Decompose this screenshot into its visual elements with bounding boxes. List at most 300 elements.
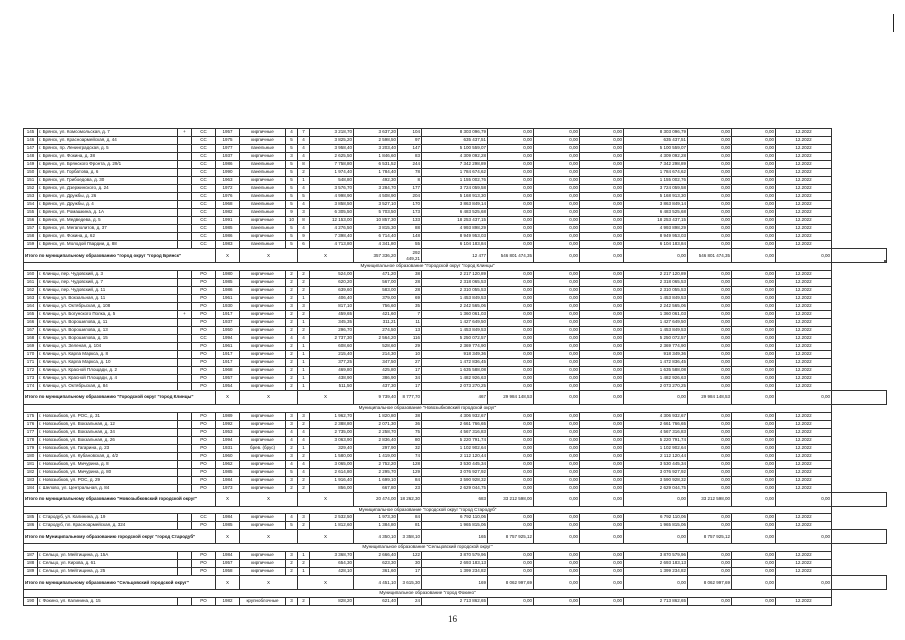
fund-cell: 0,00 bbox=[534, 153, 580, 161]
fund-cell: 0,00 bbox=[732, 366, 776, 374]
cost-total-cell: 2 693 183,13 bbox=[624, 560, 688, 568]
wall-material-cell: кирпичные bbox=[240, 334, 286, 342]
living-area-cell: 5 703,50 bbox=[354, 209, 398, 217]
total-row bbox=[24, 249, 887, 263]
fund-cell: 0,00 bbox=[534, 137, 580, 145]
living-area-cell: 6 714,40 bbox=[354, 233, 398, 241]
year-cell: 1985 bbox=[216, 225, 240, 233]
cost-cell: 2 661 766,65 bbox=[422, 420, 488, 428]
cost-total-cell: 5 220 791,74 bbox=[624, 436, 688, 444]
year-cell: 1985 bbox=[216, 522, 240, 530]
cost-total-cell: 1 784 674,62 bbox=[624, 169, 688, 177]
residents-cell: 84 bbox=[398, 476, 422, 484]
fund-cell: 0,00 bbox=[488, 278, 534, 286]
residents-cell: 177 bbox=[398, 185, 422, 193]
cost-total-cell: 4 306 932,67 bbox=[624, 412, 688, 420]
total-fund: 0,00 bbox=[534, 576, 580, 590]
address-cell: г. Брянск, пр. Ленинградская, д. 5 bbox=[38, 145, 178, 153]
table-row bbox=[24, 597, 887, 605]
cost-total-cell: 1 427 649,50 bbox=[624, 318, 688, 326]
cost-cell: 2 112 120,44 bbox=[422, 452, 488, 460]
year-cell: 1982 bbox=[216, 597, 240, 605]
address-cell: г. Новозыбков, ул. РОС, д. 29 bbox=[38, 476, 178, 484]
fund-cell: 0,00 bbox=[534, 522, 580, 530]
row-number-cell: 172 bbox=[24, 366, 38, 374]
cost-cell: 8 303 096,79 bbox=[422, 129, 488, 137]
fund-cell: 0,00 bbox=[732, 476, 776, 484]
type-code-cell: PO bbox=[192, 444, 216, 452]
living-area-cell: 4 508,90 bbox=[354, 193, 398, 201]
type-code-cell: PO bbox=[192, 484, 216, 492]
total-cost-2: 8 757 925,12 bbox=[688, 530, 732, 544]
row-number-cell: 174 bbox=[24, 382, 38, 390]
table-row bbox=[24, 476, 887, 484]
fund-cell: 0,00 bbox=[534, 233, 580, 241]
type-code-cell: PO bbox=[192, 382, 216, 390]
type-code-cell: PO bbox=[192, 476, 216, 484]
date-cell: 12.2022 bbox=[776, 420, 832, 428]
total-residents: 12 477 bbox=[422, 249, 488, 263]
mark-cell bbox=[178, 436, 192, 444]
date-cell: 12.2022 bbox=[776, 201, 832, 209]
wall-material-cell: кирпичные bbox=[240, 350, 286, 358]
type-code-cell: PO bbox=[192, 318, 216, 326]
wall-material-cell: брев. (брус) bbox=[240, 444, 286, 452]
entrances-cell: 1 bbox=[298, 552, 310, 560]
row-number-cell: 168 bbox=[24, 334, 38, 342]
type-code-cell: PO bbox=[192, 428, 216, 436]
date-cell: 12.2022 bbox=[776, 444, 832, 452]
row-number-cell: 180 bbox=[24, 452, 38, 460]
fund-cell: 0,00 bbox=[688, 217, 732, 225]
date-cell: 12.2022 bbox=[776, 241, 832, 249]
row-number-cell: 176 bbox=[24, 420, 38, 428]
fund-cell: 0,00 bbox=[488, 436, 534, 444]
table-row bbox=[24, 241, 887, 249]
living-area-cell: 621,40 bbox=[354, 597, 398, 605]
cost-total-cell: 2 217 120,89 bbox=[624, 270, 688, 278]
cost-total-cell: 1 399 234,82 bbox=[624, 568, 688, 576]
x-marker: X bbox=[240, 249, 298, 263]
floors-cell: 5 bbox=[286, 522, 298, 530]
address-cell: г. Клинцы, пер. Чудовский, д. 11 bbox=[38, 286, 178, 294]
type-code-cell: CC bbox=[192, 169, 216, 177]
area-cell: 2 625,50 bbox=[310, 153, 354, 161]
section-header-row bbox=[24, 590, 887, 598]
fund-cell: 0,00 bbox=[732, 428, 776, 436]
address-cell: г. Новозыбков, ул. Вокзальная, д. 34 bbox=[38, 428, 178, 436]
table-row bbox=[24, 225, 887, 233]
total-residents: 169 bbox=[422, 576, 488, 590]
wall-material-cell: кирпичные bbox=[240, 568, 286, 576]
date-cell: 12.2022 bbox=[776, 129, 832, 137]
cost-total-cell: 3 590 928,32 bbox=[624, 476, 688, 484]
fund-cell: 0,00 bbox=[580, 358, 624, 366]
total-label: Итого по Муниципальному образованию городской округ "город Стародуб" bbox=[24, 530, 216, 544]
residents-cell: 148 bbox=[398, 233, 422, 241]
fund-cell: 0,00 bbox=[488, 241, 534, 249]
fund-cell: 0,00 bbox=[488, 420, 534, 428]
living-area-cell: 471,20 bbox=[354, 270, 398, 278]
mark-cell bbox=[178, 382, 192, 390]
entrances-cell: 4 bbox=[298, 225, 310, 233]
area-cell: 524,00 bbox=[310, 270, 354, 278]
wall-material-cell: кирпичные bbox=[240, 366, 286, 374]
fund-cell: 0,00 bbox=[580, 169, 624, 177]
total-fund: 0,00 bbox=[580, 492, 624, 506]
total-cost-2: 8 062 997,69 bbox=[688, 576, 732, 590]
row-number-cell: 150 bbox=[24, 169, 38, 177]
x-marker: X bbox=[298, 576, 354, 590]
fund-cell: 0,00 bbox=[534, 412, 580, 420]
floors-cell: 2 bbox=[286, 560, 298, 568]
total-fund: 0,00 bbox=[732, 492, 776, 506]
total-living-area: 18 262,30 bbox=[398, 492, 422, 506]
fund-cell: 0,00 bbox=[488, 161, 534, 169]
wall-material-cell: панельные bbox=[240, 161, 286, 169]
entrances-cell: 1 bbox=[298, 294, 310, 302]
table-row bbox=[24, 193, 887, 201]
wall-material-cell: кирпичные bbox=[240, 342, 286, 350]
wall-material-cell: кирпичные bbox=[240, 460, 286, 468]
cost-cell: 3 530 445,34 bbox=[422, 460, 488, 468]
floors-cell: 5 bbox=[286, 468, 298, 476]
fund-cell: 0,00 bbox=[488, 597, 534, 605]
entrances-cell: 1 bbox=[298, 318, 310, 326]
entrances-cell: 2 bbox=[298, 476, 310, 484]
cost-cell: 5 220 791,74 bbox=[422, 436, 488, 444]
mark-cell bbox=[178, 318, 192, 326]
type-code-cell: PO bbox=[192, 366, 216, 374]
row-number-cell: 163 bbox=[24, 294, 38, 302]
wall-material-cell: кирпичные bbox=[240, 522, 286, 530]
total-living-area: 8 777,70 bbox=[398, 390, 422, 404]
fund-cell: 0,00 bbox=[488, 302, 534, 310]
cost-cell: 7 342 298,89 bbox=[422, 161, 488, 169]
date-cell: 12.2022 bbox=[776, 560, 832, 568]
date-cell: 12.2022 bbox=[776, 382, 832, 390]
area-cell: 406,40 bbox=[310, 294, 354, 302]
fund-cell: 0,00 bbox=[732, 358, 776, 366]
table-body bbox=[24, 129, 887, 606]
table-row bbox=[24, 201, 887, 209]
fund-cell: 0,00 bbox=[534, 350, 580, 358]
entrances-cell: 9 bbox=[298, 233, 310, 241]
floors-cell: 3 bbox=[286, 412, 298, 420]
entrances-cell: 1 bbox=[298, 350, 310, 358]
address-cell: г. Брянск, ул. Молодой Гвардии, д. 88 bbox=[38, 241, 178, 249]
cost-cell: 8 949 953,03 bbox=[422, 233, 488, 241]
cost-cell: 18 253 437,15 bbox=[422, 217, 488, 225]
fund-cell: 0,00 bbox=[732, 145, 776, 153]
living-area-cell: 2 598,50 bbox=[354, 137, 398, 145]
floors-cell: 10 bbox=[286, 217, 298, 225]
fund-cell: 0,00 bbox=[688, 286, 732, 294]
living-area-cell: 623,30 bbox=[354, 560, 398, 568]
date-cell: 12.2022 bbox=[776, 552, 832, 560]
mark-cell bbox=[178, 241, 192, 249]
row-number-cell: 149 bbox=[24, 161, 38, 169]
table-row bbox=[24, 522, 887, 530]
floors-cell: 2 bbox=[286, 358, 298, 366]
fund-cell: 0,00 bbox=[732, 129, 776, 137]
residents-cell: 29 bbox=[398, 342, 422, 350]
date-cell: 12.2022 bbox=[776, 358, 832, 366]
table-row bbox=[24, 342, 887, 350]
fund-cell: 0,00 bbox=[732, 286, 776, 294]
residents-cell: 104 bbox=[398, 129, 422, 137]
cost-total-cell: 2 661 766,65 bbox=[624, 420, 688, 428]
row-number-cell: 160 bbox=[24, 270, 38, 278]
living-area-cell: 1 846,60 bbox=[354, 153, 398, 161]
area-cell: 2 532,50 bbox=[310, 514, 354, 522]
type-code-cell: PO bbox=[192, 420, 216, 428]
wall-material-cell: кирпичные bbox=[240, 382, 286, 390]
mark-cell bbox=[178, 201, 192, 209]
total-fund: 0,00 bbox=[534, 530, 580, 544]
fund-cell: 0,00 bbox=[488, 145, 534, 153]
cost-total-cell: 3 870 579,96 bbox=[624, 552, 688, 560]
fund-cell: 0,00 bbox=[732, 161, 776, 169]
total-residents: 165 bbox=[422, 530, 488, 544]
x-marker: X bbox=[298, 492, 354, 506]
cost-total-cell: 4 993 898,29 bbox=[624, 225, 688, 233]
cost-cell: 4 306 932,67 bbox=[422, 412, 488, 420]
cost-total-cell: 18 253 437,15 bbox=[624, 217, 688, 225]
residents-cell: 38 bbox=[398, 270, 422, 278]
type-code-cell: PO bbox=[192, 374, 216, 382]
cost-cell: 5 250 072,57 bbox=[422, 334, 488, 342]
fund-cell: 0,00 bbox=[488, 444, 534, 452]
fund-cell: 0,00 bbox=[580, 412, 624, 420]
floors-cell: 4 bbox=[286, 129, 298, 137]
wall-material-cell: панельные bbox=[240, 169, 286, 177]
living-area-cell: 1 820,80 bbox=[354, 412, 398, 420]
total-fund: 0,00 bbox=[534, 249, 580, 263]
fund-cell: 0,00 bbox=[534, 185, 580, 193]
fund-cell: 0,00 bbox=[732, 177, 776, 185]
residents-cell: 17 bbox=[398, 382, 422, 390]
date-cell: 12.2022 bbox=[776, 233, 832, 241]
cost-cell: 4 567 316,83 bbox=[422, 428, 488, 436]
fund-cell: 0,00 bbox=[732, 193, 776, 201]
cost-total-cell: 1 965 815,06 bbox=[624, 522, 688, 530]
cost-cell: 1 635 588,08 bbox=[422, 366, 488, 374]
fund-cell: 0,00 bbox=[688, 185, 732, 193]
cost-total-cell: 1 635 588,08 bbox=[624, 366, 688, 374]
cost-cell: 1 965 815,06 bbox=[422, 522, 488, 530]
cost-total-cell: 8 949 953,03 bbox=[624, 233, 688, 241]
entrances-cell: 8 bbox=[298, 161, 310, 169]
year-cell: 1986 bbox=[216, 286, 240, 294]
type-code-cell: CC bbox=[192, 137, 216, 145]
floors-cell: 3 bbox=[286, 476, 298, 484]
fund-cell: 0,00 bbox=[534, 552, 580, 560]
cost-cell: 2 242 565,06 bbox=[422, 302, 488, 310]
living-area-cell: 1 784,40 bbox=[354, 169, 398, 177]
cost-total-cell: 6 104 183,84 bbox=[624, 241, 688, 249]
fund-cell: 0,00 bbox=[688, 278, 732, 286]
residents-cell: 7 bbox=[398, 310, 422, 318]
fund-cell: 0,00 bbox=[688, 177, 732, 185]
blank-cell bbox=[832, 576, 887, 590]
fund-cell: 0,00 bbox=[732, 137, 776, 145]
type-code-cell: PO bbox=[192, 412, 216, 420]
cost-cell: 1 472 836,45 bbox=[422, 358, 488, 366]
floors-cell: 5 bbox=[286, 193, 298, 201]
fund-cell: 0,00 bbox=[732, 568, 776, 576]
date-cell: 12.2022 bbox=[776, 514, 832, 522]
x-marker: X bbox=[216, 530, 240, 544]
fund-cell: 0,00 bbox=[488, 286, 534, 294]
fund-cell: 0,00 bbox=[688, 294, 732, 302]
year-cell: 1937 bbox=[216, 318, 240, 326]
residents-cell: 97 bbox=[398, 137, 422, 145]
cost-cell: 1 427 649,50 bbox=[422, 318, 488, 326]
cost-cell: 4 993 898,29 bbox=[422, 225, 488, 233]
section-title: Муниципальное образование "Городской округ "город Клинцы" bbox=[24, 263, 832, 271]
entrances-cell: 1 bbox=[298, 382, 310, 390]
entrances-cell: 2 bbox=[298, 326, 310, 334]
row-number-cell: 164 bbox=[24, 302, 38, 310]
table-row bbox=[24, 217, 887, 225]
area-cell: 3 065,00 bbox=[310, 460, 354, 468]
fund-cell: 0,00 bbox=[580, 382, 624, 390]
residents-cell: 128 bbox=[398, 460, 422, 468]
fund-cell: 0,00 bbox=[488, 177, 534, 185]
type-code-cell: PO bbox=[192, 278, 216, 286]
floors-cell: 5 bbox=[286, 137, 298, 145]
residents-cell: 116 bbox=[398, 334, 422, 342]
fund-cell: 0,00 bbox=[732, 217, 776, 225]
floors-cell: 5 bbox=[286, 169, 298, 177]
table-row bbox=[24, 412, 887, 420]
fund-cell: 0,00 bbox=[580, 522, 624, 530]
wall-material-cell: кирпичные bbox=[240, 310, 286, 318]
date-cell: 12.2022 bbox=[776, 568, 832, 576]
area-cell: 2 614,80 bbox=[310, 468, 354, 476]
address-cell: г. Сельцо, ул. Мейтищина, д. 25 bbox=[38, 568, 178, 576]
area-cell: 620,20 bbox=[310, 278, 354, 286]
area-cell: 1 962,70 bbox=[310, 412, 354, 420]
total-cost-2: 29 984 148,53 bbox=[688, 390, 732, 404]
total-fund: 0,00 bbox=[624, 249, 688, 263]
fund-cell: 0,00 bbox=[580, 468, 624, 476]
cost-total-cell: 1 482 926,63 bbox=[624, 374, 688, 382]
year-cell: 1982 bbox=[216, 209, 240, 217]
fund-cell: 0,00 bbox=[732, 560, 776, 568]
residents-cell: 69 bbox=[398, 294, 422, 302]
year-cell: 1990 bbox=[216, 169, 240, 177]
row-number-cell: 184 bbox=[24, 484, 38, 492]
floors-cell: 2 bbox=[286, 286, 298, 294]
fund-cell: 0,00 bbox=[688, 484, 732, 492]
residents-cell: 147 bbox=[398, 145, 422, 153]
address-cell: г. Клинцы, ул. Ворошилова, д. 11 bbox=[38, 318, 178, 326]
year-cell: 1985 bbox=[216, 278, 240, 286]
table-row bbox=[24, 270, 887, 278]
row-number-cell: 178 bbox=[24, 436, 38, 444]
floors-cell: 5 bbox=[286, 161, 298, 169]
residents-cell: 28 bbox=[398, 286, 422, 294]
total-fund: 0,00 bbox=[580, 390, 624, 404]
fund-cell: 0,00 bbox=[534, 460, 580, 468]
living-area-cell: 2 666,40 bbox=[354, 552, 398, 560]
row-number-cell: 190 bbox=[24, 597, 38, 605]
entrances-cell: 1 bbox=[298, 366, 310, 374]
mark-cell bbox=[178, 522, 192, 530]
entrances-cell: 2 bbox=[298, 278, 310, 286]
wall-material-cell: кирпичные bbox=[240, 374, 286, 382]
date-cell: 12.2022 bbox=[776, 452, 832, 460]
cost-cell: 1 453 849,53 bbox=[422, 294, 488, 302]
type-code-cell: CC bbox=[192, 201, 216, 209]
mark-cell bbox=[178, 137, 192, 145]
year-cell: 1977 bbox=[216, 145, 240, 153]
floors-cell: 5 bbox=[286, 145, 298, 153]
floors-cell: 2 bbox=[286, 382, 298, 390]
date-cell: 12.2022 bbox=[776, 350, 832, 358]
fund-cell: 0,00 bbox=[534, 217, 580, 225]
cost-total-cell: 2 073 270,25 bbox=[624, 382, 688, 390]
entrances-cell: 1 bbox=[298, 342, 310, 350]
table-row bbox=[24, 568, 887, 576]
table-row bbox=[24, 302, 887, 310]
fund-cell: 0,00 bbox=[732, 342, 776, 350]
floors-cell: 4 bbox=[286, 436, 298, 444]
entrances-cell: 4 bbox=[298, 153, 310, 161]
fund-cell: 0,00 bbox=[488, 560, 534, 568]
fund-cell: 0,00 bbox=[688, 568, 732, 576]
fund-cell: 0,00 bbox=[688, 153, 732, 161]
living-area-cell: 2 836,40 bbox=[354, 436, 398, 444]
cost-total-cell: 1 472 836,45 bbox=[624, 358, 688, 366]
wall-material-cell: панельные bbox=[240, 201, 286, 209]
area-cell: 459,65 bbox=[310, 310, 354, 318]
residents-cell: 170 bbox=[398, 201, 422, 209]
fund-cell: 0,00 bbox=[580, 209, 624, 217]
area-cell: 654,30 bbox=[310, 560, 354, 568]
residents-cell: 32 bbox=[398, 444, 422, 452]
entrances-cell: 3 bbox=[298, 209, 310, 217]
wall-material-cell: панельные bbox=[240, 225, 286, 233]
total-area: 20 474,00 bbox=[354, 492, 398, 506]
floors-cell: 5 bbox=[286, 201, 298, 209]
fund-cell: 0,00 bbox=[688, 552, 732, 560]
mark-cell bbox=[178, 326, 192, 334]
date-cell: 12.2022 bbox=[776, 177, 832, 185]
living-area-cell: 437,30 bbox=[354, 382, 398, 390]
type-code-cell: CC bbox=[192, 241, 216, 249]
fund-cell: 0,00 bbox=[488, 334, 534, 342]
fund-cell: 0,00 bbox=[534, 436, 580, 444]
floors-cell: 2 bbox=[286, 374, 298, 382]
area-cell: 6 305,50 bbox=[310, 209, 354, 217]
year-cell: 1958 bbox=[216, 568, 240, 576]
type-code-cell: CC bbox=[192, 217, 216, 225]
date-cell: 12.2022 bbox=[776, 137, 832, 145]
area-cell: 511,50 bbox=[310, 382, 354, 390]
fund-cell: 0,00 bbox=[580, 201, 624, 209]
row-number-cell: 146 bbox=[24, 137, 38, 145]
fund-cell: 0,00 bbox=[580, 233, 624, 241]
mark-cell bbox=[178, 444, 192, 452]
area-cell: 856,00 bbox=[310, 484, 354, 492]
area-cell: 3 576,70 bbox=[310, 185, 354, 193]
residents-cell: 8 bbox=[398, 177, 422, 185]
mark-cell bbox=[178, 209, 192, 217]
table-row bbox=[24, 326, 887, 334]
